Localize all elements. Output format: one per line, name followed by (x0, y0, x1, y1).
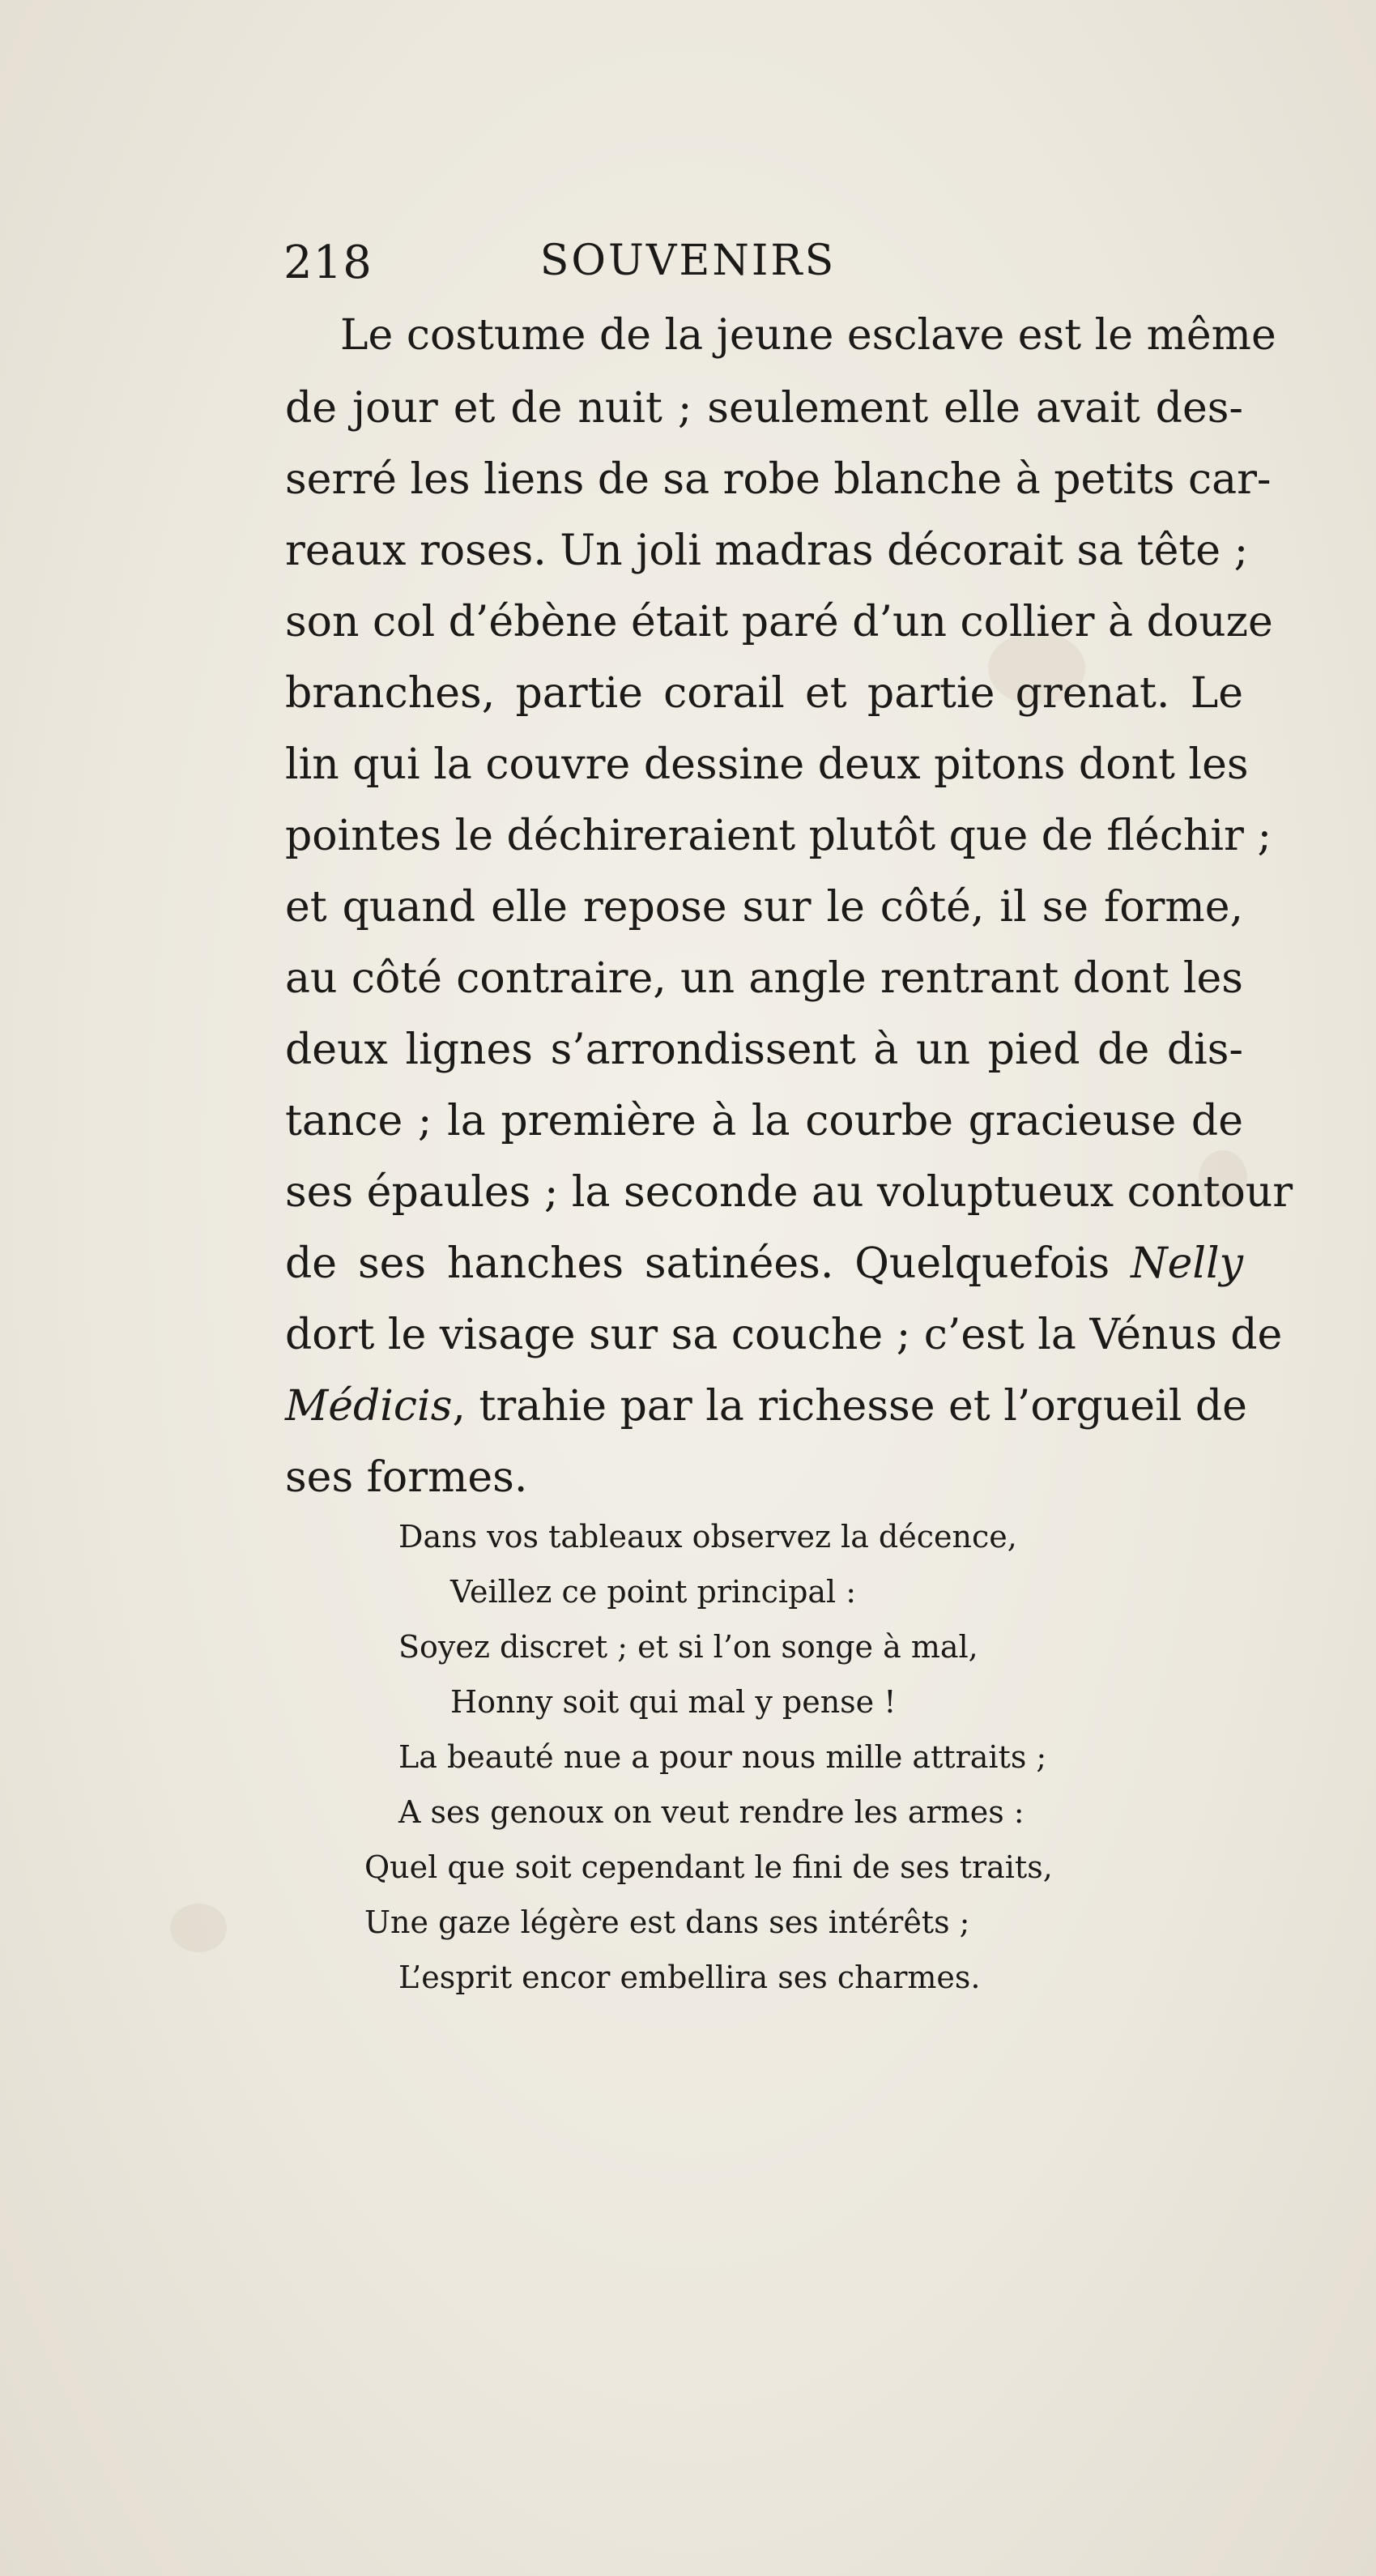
text-run: dort le visage sur sa couche ; c’est la Vénus de (285, 1311, 1283, 1359)
verse-line: Honny soit qui mal y pense ! (450, 1684, 897, 1720)
paragraph-line: ses épaules ; la seconde au voluptueux contour (285, 1168, 1293, 1217)
paragraph-line (285, 1382, 1247, 1431)
paragraph-line: lin qui la couvre dessine deux pitons dont les (285, 740, 1249, 789)
paragraph-line: serré les liens de sa robe blanche à petits car- (285, 455, 1272, 504)
paragraph-line: Le costume de la jeune esclave est le même (340, 311, 1276, 360)
paragraph-line: tance ; la première à la courbe gracieuse de (285, 1097, 1243, 1145)
paragraph-line: reaux roses. Un joli madras décorait sa tête ; (285, 527, 1249, 575)
paragraph-line (285, 1311, 1283, 1359)
verse-line: Veillez ce point principal : (450, 1574, 857, 1610)
paragraph-line: branches, partie corail et partie grenat. Le (285, 669, 1243, 718)
page-number: 218 (283, 237, 373, 289)
paragraph-line: deux lignes s’arrondissent à un pied de dis- (285, 1026, 1243, 1074)
paragraph-line: ses formes. (285, 1453, 528, 1502)
paragraph-line (285, 1239, 1243, 1288)
paragraph-line: et quand elle repose sur le côté, il se forme, (285, 883, 1243, 932)
verse-line: Dans vos tableaux observez la décence, (398, 1519, 1017, 1555)
paragraph-line: au côté contraire, un angle rentrant dont les (285, 954, 1243, 1003)
verse-line: Soyez discret ; et si l’on songe à mal, (398, 1629, 978, 1665)
running-head: SOUVENIRS (539, 237, 837, 285)
verse-line: La beauté nue a pour nous mille attraits ; (398, 1739, 1047, 1775)
italic-name: Nelly (1131, 1239, 1243, 1288)
paragraph-line: pointes le déchireraient plutôt que de fléchir ; (285, 812, 1272, 860)
verse-line: Une gaze légère est dans ses intérêts ; (364, 1904, 970, 1940)
paragraph-line: son col d’ébène était paré d’un collier à douze (285, 598, 1273, 646)
verse-line: Quel que soit cependant le fini de ses traits, (364, 1849, 1053, 1885)
italic-name: Médicis (285, 1382, 453, 1431)
text-run: de ses hanches satinées. Quelquefois (285, 1239, 1131, 1288)
verse-line: A ses genoux on veut rendre les armes : (398, 1794, 1025, 1830)
verse-line: L’esprit encor embellira ses charmes. (398, 1960, 981, 1995)
text-run: , trahie par la richesse et l’orgueil de (452, 1382, 1247, 1431)
paper-stain (170, 1904, 227, 1952)
paragraph-line: de jour et de nuit ; seulement elle avait des- (285, 384, 1243, 433)
